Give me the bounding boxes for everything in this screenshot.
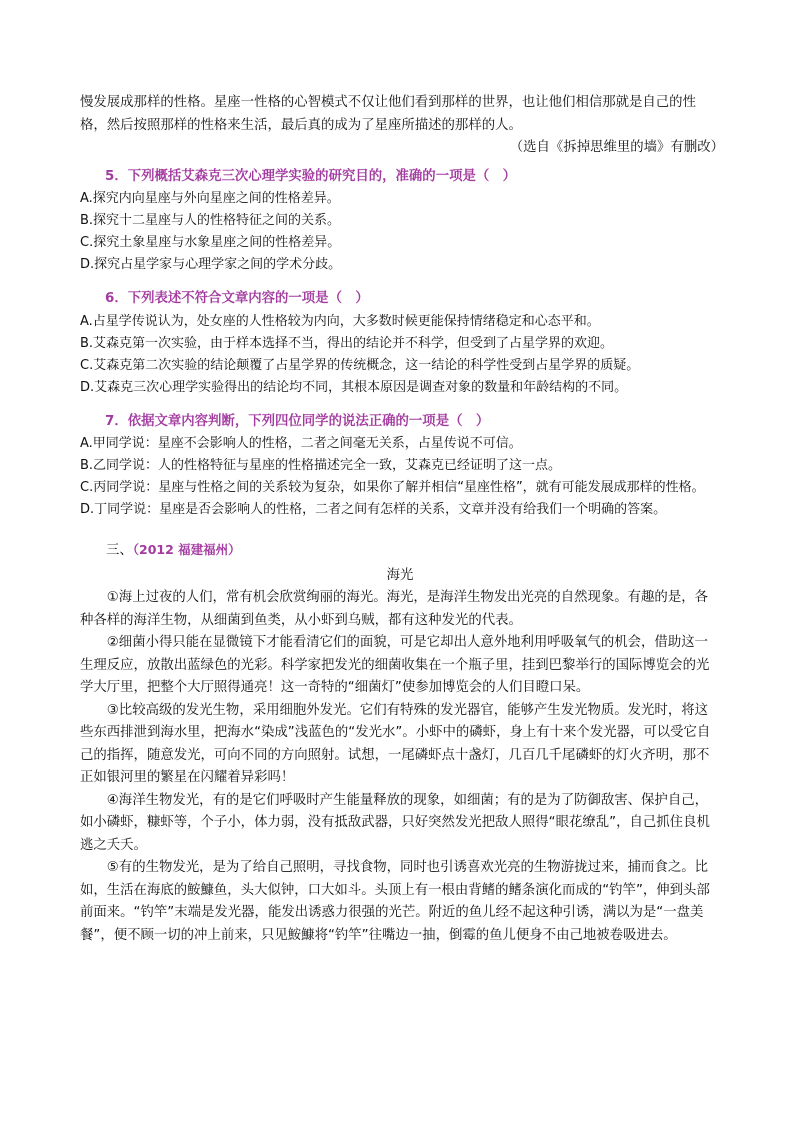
passage-paragraph-5: ⑤有的生物发光，是为了给自己照明，寻找食物，同时也引诱喜欢光亮的生物游拢过来，捕而食之。比如，生活在海底的鮟鱇鱼，头大似钟，口大如斗。头顶上有一根由背鳍的鳍条演化而成的“钓竿”，伸到头部前面来。“钓竿”末端是发光器，能发出诱惑力很强的光芒。附近的鱼儿经不起这种引诱，满以为是“一盘美餐”，便不顾一切的冲上前来，只见鮟鱇将“钓竿”往嘴边一抽，倒霉的鱼儿便身不由己地被卷吸进去。 [80, 860, 710, 943]
question-title: 6．下列表述不符合文章内容的一项是（ ） [105, 291, 369, 306]
source-note: （选自《拆掉思维里的墙》有删改） [509, 140, 724, 155]
option-c: C.探究土象星座与水象星座之间的性格差异。 [80, 235, 341, 250]
intro-paragraph: 慢发展成那样的性格。星座一性格的心智模式不仅让他们看到那样的世界，也让他们相信那就是自己的性格，然后按照那样的性格来生活，最后真的成为了星座所描述的那样的人。 [80, 95, 696, 133]
document-page [80, 92, 724, 947]
option-b: B.艾森克第一次实验，由于样本选择不当，得出的结论并不科学，但受到了占星学界的欢迎。 [80, 335, 614, 351]
passage-paragraph-4: ④海洋生物发光，有的是它们呼吸时产生能量释放的现象，如细菌；有的是为了防御敌害、保护自己，如小磷虾，糠虾等，个子小，体力弱，没有抵敌武器，只好突然发光把敌人照得“眼花缭乱”，自己抓住良机逃之夭夭。 [80, 792, 710, 853]
option-c: C.艾森克第二次实验的结论颠覆了占星学界的传统概念，这一结论的科学性受到占星学界的质疑。 [80, 357, 640, 373]
option-b: B.探究十二星座与人的性格特征之间的关系。 [80, 213, 341, 228]
section-source-tag: （2012 福建福州） [132, 542, 241, 557]
option-d: D.艾森克三次心理学实验得出的结论均不同，其根本原因是调查对象的数量和年龄结构的不同。 [80, 379, 628, 395]
section-number: 三、 [106, 543, 133, 558]
option-a: A.占星学传说认为，处女座的人性格较为内向，大多数时候更能保持情绪稳定和心态平和。 [80, 313, 600, 329]
section-header [80, 539, 720, 563]
question-7 [80, 411, 720, 522]
option-a: A.探究内向星座与外向星座之间的性格差异。 [80, 191, 340, 206]
option-b: B.乙同学说：人的性格特征与星座的性格描述完全一致，艾森克已经证明了这一点。 [80, 458, 562, 473]
option-c: C.丙同学说：星座与性格之间的关系较为复杂，如果你了解并相信“星座性格”，就有可能发展成那样的性格。 [80, 480, 705, 495]
option-d: D.探究占星学家与心理学家之间的学术分歧。 [80, 257, 342, 272]
option-d: D.丁同学说：星座是否会影响人的性格，二者之间有怎样的关系，文章并没有给我们一个明确的答案。 [80, 502, 667, 517]
question-title: 5．下列概括艾森克三次心理学实验的研究目的，准确的一项是（ ） [105, 168, 517, 184]
passage-paragraph-2: ②细菌小得只能在显微镜下才能看清它们的面貌，可是它却出人意外地利用呼吸氧气的机会，借助这一生理反应，放散出蓝绿色的光彩。科学家把发光的细菌收集在一个瓶子里，挂到巴黎举行的国际博览会的光学大厅里，把整个大厅照得通亮！这一奇特的“细菌灯”使参加博览会的人们目瞪口呆。 [80, 635, 710, 695]
passage-title: 海光 [386, 567, 414, 583]
question-6 [80, 288, 720, 399]
option-a: A.甲同学说：星座不会影响人的性格，二者之间毫无关系，占星传说不可信。 [80, 436, 522, 451]
question-title: 7．依据文章内容判断，下列四位同学的说法正确的一项是（ ） [105, 413, 490, 429]
passage-paragraph-1: ①海上过夜的人们，常有机会欣赏绚丽的海光。海光，是海洋生物发出光亮的自然现象。有趣的是，各种各样的海洋生物，从细菌到鱼类，从小虾到乌贼，都有这种发光的代表。 [80, 590, 708, 628]
passage-paragraph-3: ③比较高级的发光生物，采用细胞外发光。它们有特殊的发光器官，能够产生发光物质。发光时，将这些东西排泄到海水里，把海水“染成”浅蓝色的“发光水”。小虾中的磷虾，身上有十来个发光器，可以受它自己的指挥，随意发光，可向不同的方向照射。试想，一尾磷虾点十盏灯，几百几千尾磷虾的灯火齐明，那不正如银河里的繁星在闪耀着异彩吗！ [80, 702, 711, 785]
question-5 [80, 166, 720, 277]
